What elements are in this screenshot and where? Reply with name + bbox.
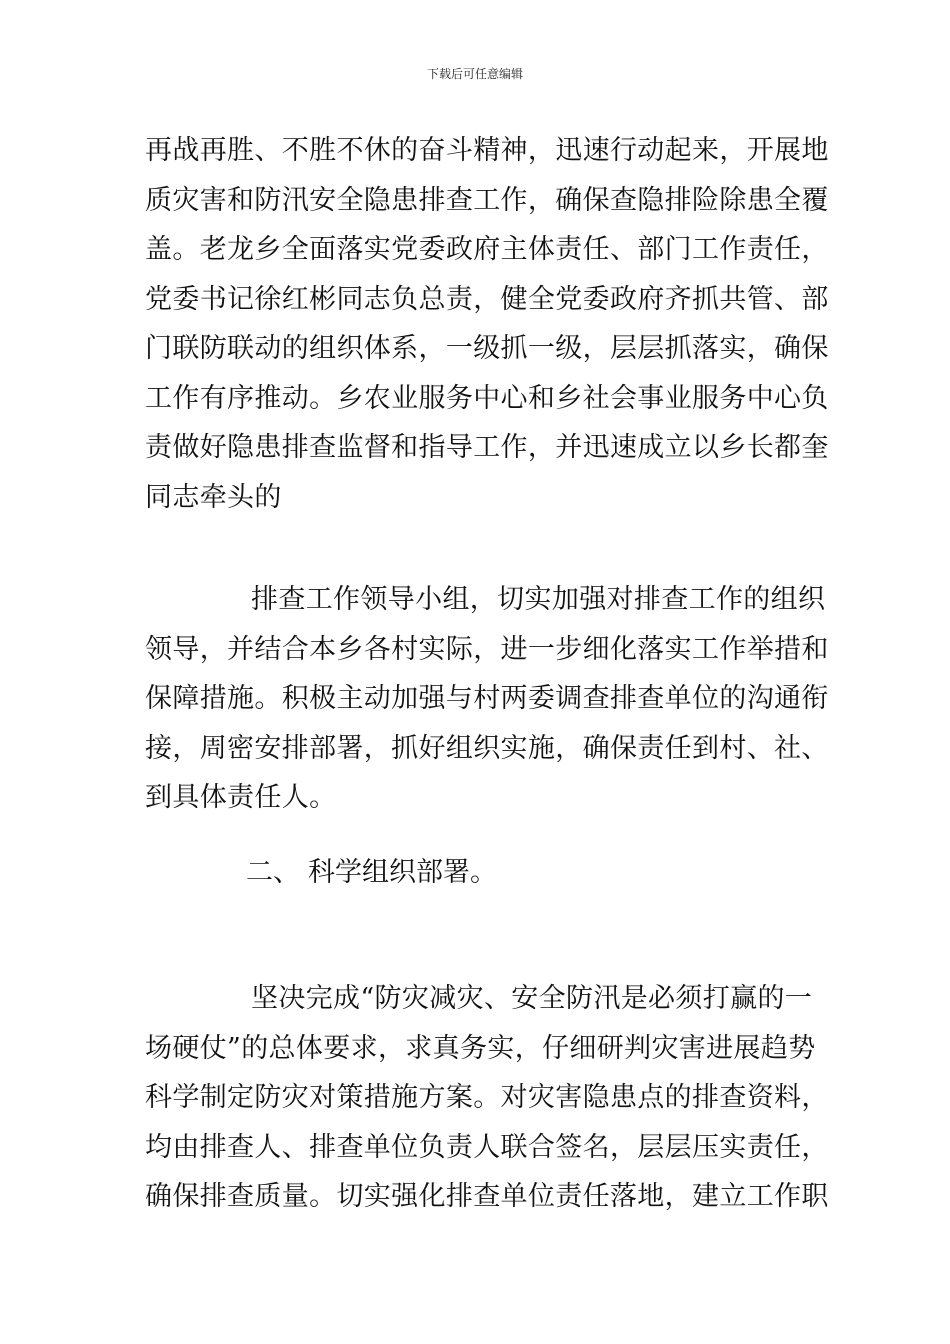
text-line: 确保排查质量。切实强化排查单位责任落地，建立工作职 [145, 1181, 829, 1212]
paragraph-2 [145, 575, 829, 823]
text-line: 到具体责任人。 [145, 782, 337, 813]
text-line: 领导，并结合本乡各村实际，进一步细化落实工作举措和 [145, 633, 829, 665]
text-line: 接，周密安排部署，抓好组织实施，确保责任到村、社、 [145, 732, 829, 764]
section-number: 二、 [246, 857, 300, 888]
text-line: 责做好隐患排查监督和指导工作，并迅速成立以乡长都奎 [145, 432, 829, 463]
text-line: 排查工作领导小组，切实加强对排查工作的组织 [251, 584, 826, 615]
text-line: 场硬仗”的总体要求，求真务实，仔细研判灾害进展趋势 [145, 1032, 816, 1064]
text-line: 再战再胜、不胜不休的奋斗精神，迅速行动起来，开展地 [145, 135, 829, 166]
text-line: 工作有序推动。乡农业服务中心和乡社会事业服务中心负 [145, 382, 829, 414]
text-line: 党委书记徐红彬同志负总责，健全党委政府齐抓共管、部 [145, 283, 829, 315]
section-title: 科学组织部署。 [308, 857, 497, 888]
text-line: 质灾害和防汛安全隐患排查工作，确保查隐排险除患全覆 [145, 184, 829, 216]
text-line: 同志牵头的 [145, 481, 282, 513]
text-line: 保障措施。积极主动加强与村两委调查排查单位的沟通衔 [145, 683, 829, 714]
text-line: 坚决完成“防灾减灾、安全防汛是必须打赢的一 [251, 983, 813, 1014]
text-line: 门联防联动的组织体系，一级抓一级，层层抓落实，确保 [145, 333, 829, 364]
text-line: 盖。老龙乡全面落实党委政府主体责任、部门工作责任， [145, 234, 829, 265]
paragraph-3 [145, 974, 829, 1222]
text-line: 均由排查人、排查单位负责人联合签名，层层压实责任， [145, 1131, 829, 1163]
text-line: 科学制定防灾对策措施方案。对灾害隐患点的排查资料， [145, 1082, 829, 1113]
page-header: 下载后可任意编辑 [426, 67, 523, 81]
section-heading [246, 848, 497, 898]
paragraph-1 [145, 126, 829, 522]
